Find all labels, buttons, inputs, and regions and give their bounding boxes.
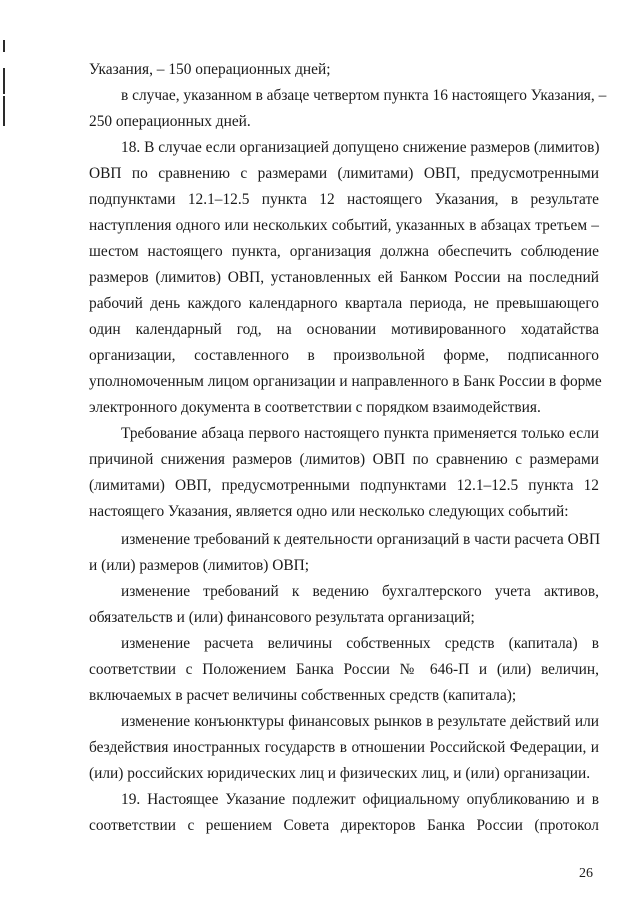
text-line: 250 операционных дней. — [89, 113, 251, 130]
text-line: (или) российских юридических лиц и физических лиц, и (или) организации. — [89, 765, 591, 782]
text-line: электронного документа в соответствии с порядком взаимодействия. — [89, 399, 541, 416]
paragraph-19-start: 19. Настоящее Указание подлежит официальному опубликованию и в — [121, 791, 599, 808]
text-line: уполномоченным лицом организации и направленного в Банк России в форме — [89, 373, 602, 390]
text-line: размеров (лимитов) ОВП, установленных ей Банком России на последний — [89, 269, 599, 286]
page-number: 26 — [579, 866, 593, 881]
text-line: причиной снижения размеров (лимитов) ОВП по сравнению с размерами — [89, 451, 599, 468]
list-item-start: изменение требований к ведению бухгалтерского учета активов, — [121, 583, 599, 600]
text-line: Указания, – 150 операционных дней; — [89, 61, 331, 78]
scan-edge-mark — [3, 40, 5, 52]
paragraph-18-start: 18. В случае если организацией допущено снижение размеров (лимитов) — [121, 139, 600, 156]
list-item-start: изменение расчета величины собственных средств (капитала) в — [121, 635, 599, 652]
text-line: (лимитами) ОВП, предусмотренными подпунктами 12.1–12.5 пункта 12 — [89, 477, 599, 494]
text-line: один календарный год, на основании мотивированного ходатайства — [89, 321, 599, 338]
text-line: подпунктами 12.1–12.5 пункта 12 настоящего Указания, в результате — [89, 191, 599, 208]
text-line: обязательств и (или) финансового результата организаций; — [89, 609, 475, 626]
text-line: в случае, указанном в абзаце четвертом пункта 16 настоящего Указания, – — [121, 87, 607, 104]
paragraph-start: Требование абзаца первого настоящего пункта применяется только если — [121, 425, 599, 442]
scan-edge-mark — [3, 68, 5, 94]
text-line: включаемых в расчет величины собственных средств (капитала); — [89, 687, 517, 704]
text-line: рабочий день каждого календарного квартала периода, не превышающего — [89, 295, 599, 312]
text-line: настоящего Указания, является одно или несколько следующих событий: — [89, 503, 569, 520]
list-item-start: изменение требований к деятельности организаций в части расчета ОВП — [121, 531, 601, 548]
scan-edge-mark — [3, 96, 5, 126]
text-line: наступления одного или нескольких событий, указанных в абзацах третьем – — [89, 217, 599, 234]
text-line: соответствии с Положением Банка России № 646-П и (или) величин, — [89, 661, 599, 678]
text-line: соответствии с решением Совета директоров Банка России (протокол — [89, 817, 599, 834]
text-line: и (или) размеров (лимитов) ОВП; — [89, 557, 310, 574]
list-item-start: изменение конъюнктуры финансовых рынков в результате действий или — [121, 713, 599, 730]
text-line: шестом настоящего пункта, организация должна обеспечить соблюдение — [89, 243, 599, 260]
text-line: организации, составленного в произвольной форме, подписанного — [89, 347, 599, 364]
text-line: бездействия иностранных государств в отношении Российской Федерации, и — [89, 739, 599, 756]
text-line: ОВП по сравнению с размерами (лимитами) ОВП, предусмотренными — [89, 165, 599, 182]
